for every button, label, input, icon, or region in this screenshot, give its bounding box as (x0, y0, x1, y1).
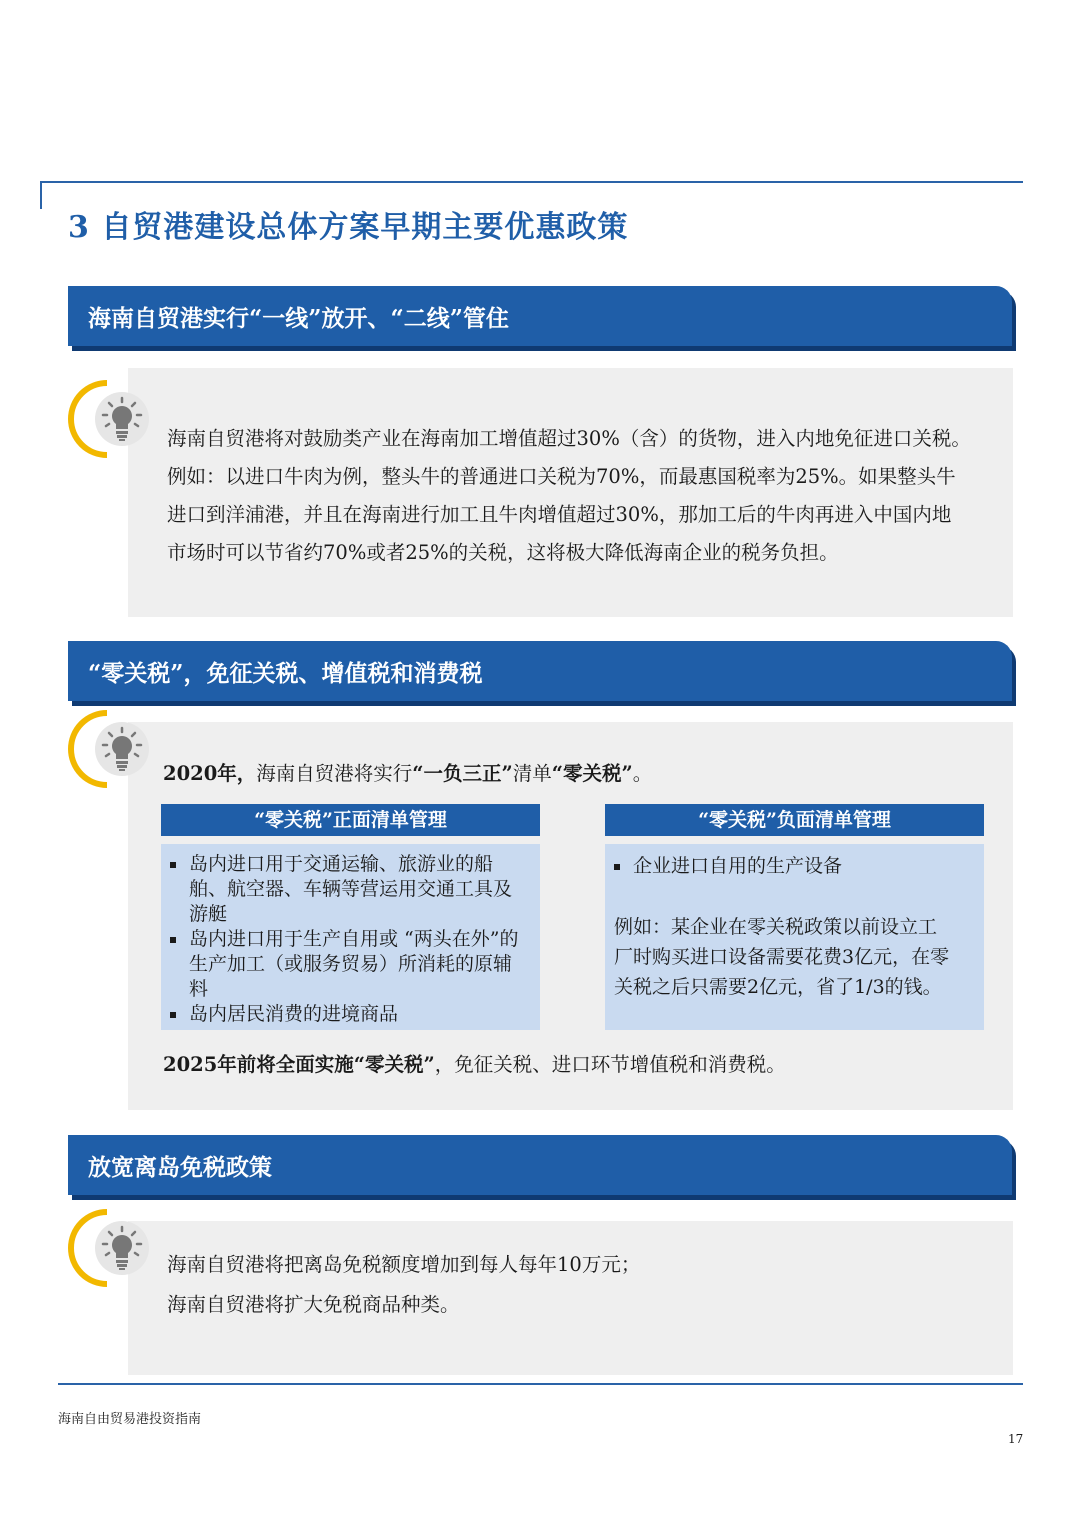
section-3-body (167, 1245, 640, 1325)
page-number: 17 (1008, 1432, 1024, 1446)
lightbulb-icon (67, 379, 147, 459)
section-3-line: 海南自贸港将把离岛免税额度增加到每人每年10万元； (167, 1253, 641, 1276)
intro-term: “零关税” (551, 762, 633, 785)
intro-year: 2020年， (163, 762, 257, 785)
section-1-line: 进口到洋浦港，并且在海南进行加工且牛肉增值超过30%，那加工后的牛肉再进入中国内地 (167, 503, 952, 526)
section-3-banner (68, 1135, 1012, 1195)
section-3-title: 放宽离岛免税政策 (88, 1154, 272, 1181)
lightbulb-icon (67, 709, 147, 789)
section-1-title: 海南自贸港实行“一线”放开、“二线”管住 (88, 305, 509, 332)
section-2-title: “零关税”，免征关税、增值税和消费税 (88, 660, 483, 687)
section-2-intro (163, 758, 652, 786)
positive-list-box (161, 844, 540, 1030)
intro-text: 。 (632, 762, 653, 785)
negative-example (614, 912, 949, 1002)
intro-term: “一负三正” (412, 762, 513, 785)
list-item: 企业进口自用的生产设备 (609, 854, 974, 879)
top-divider-tick (40, 181, 42, 209)
footer-divider (58, 1383, 1023, 1385)
example-line: 关税之后只需要2亿元，省了1/3的钱。 (614, 976, 942, 998)
outro-text: ，免征关税、进口环节增值税和消费税。 (434, 1053, 786, 1076)
section-1-banner (68, 286, 1012, 346)
lightbulb-icon (67, 1208, 147, 1288)
list-item: 岛内进口用于生产自用或 “两头在外”的生产加工（或服务贸易）所消耗的原辅料 (165, 927, 519, 1002)
example-line: 厂时购买进口设备需要花费3亿元，在零 (614, 946, 950, 968)
section-1-line: 例如：以进口牛肉为例，整头牛的普通进口关税为70%，而最惠国税率为25%。如果整头牛 (167, 465, 956, 488)
section-2-outro (163, 1049, 786, 1077)
section-1-line: 市场时可以节省约70%或者25%的关税，这将极大降低海南企业的税务负担。 (167, 541, 839, 564)
intro-text: 海南自贸港将实行 (256, 762, 413, 785)
positive-list-header: “零关税”正面清单管理 (161, 804, 540, 836)
top-divider (40, 181, 1023, 183)
outro-bold: 2025年前将全面实施“零关税” (163, 1053, 435, 1076)
intro-text: 清单 (512, 762, 552, 785)
footer-doc-title: 海南自由贸易港投资指南 (58, 1412, 202, 1427)
negative-list-header: “零关税”负面清单管理 (605, 804, 984, 836)
negative-list-box (605, 844, 984, 1030)
section-1-line: 海南自贸港将对鼓励类产业在海南加工增值超过30%（含）的货物，进入内地免征进口关税。 (167, 427, 971, 450)
page-title: 3 自贸港建设总体方案早期主要优惠政策 (68, 210, 629, 245)
list-item: 岛内进口用于交通运输、旅游业的船舶、航空器、车辆等营运用交通工具及游艇 (165, 852, 519, 927)
list-item: 岛内居民消费的进境商品 (165, 1002, 519, 1027)
section-2-banner (68, 641, 1012, 701)
example-line: 例如：某企业在零关税政策以前设立工 (614, 916, 938, 938)
section-3-line: 海南自贸港将扩大免税商品种类。 (167, 1293, 460, 1316)
section-1-body (167, 420, 971, 572)
